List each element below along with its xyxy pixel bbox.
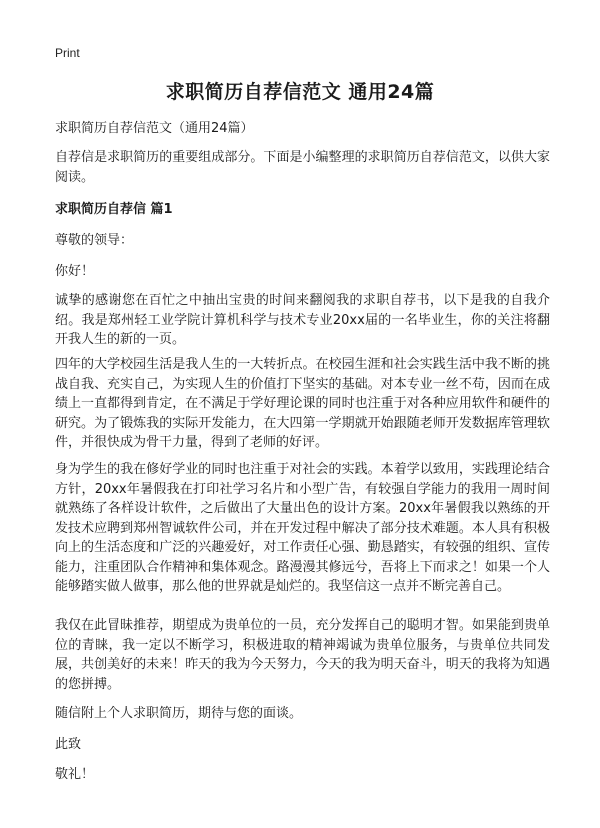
print-link[interactable]: Print [55, 46, 80, 60]
body-paragraph: 四年的大学校园生活是我人生的一大转折点。在校园生涯和社会实践生活中我不断的挑战自我、充实自己，为实现人生的价值打下坚实的基础。对本专业一丝不苟，因而在成绩上一直都得到肯定，在不满足于学好理论课的同时也注重于对各种应用软件和硬件的研究。为了锻炼我的实际开发能力，在大四第一学期就开始跟随老师开发数据库管理软件，并很快成为骨干力量，得到了老师的好评。 [55, 357, 550, 450]
section-heading: 求职简历自荐信 篇1 [55, 202, 173, 217]
body-paragraph: 诚挚的感谢您在百忙之中抽出宝贵的时间来翻阅我的求职自荐书，以下是我的自我介绍。我是郑州轻工业学院计算机科学与技术专业20xx届的一名毕业生，你的关注将翻开我人生的新的一页。 [55, 293, 550, 347]
document-subtitle: 求职简历自荐信范文（通用24篇） [55, 121, 254, 136]
body-paragraph: 身为学生的我在修好学业的同时也注重于对社会的实践。本着学以致用，实践理论结合方针，20xx年暑假我在打印社学习名片和小型广告，有较强自学能力的我用一周时间就熟练了各样设计软件，之后做出了大量出色的设计方案。20xx年暑假我以熟练的开发技术应聘到郑州智诚软件公司，并在开发过程中解决了部分技术难题。本人具有积极向上的生活态度和广泛的兴趣爱好，对工作责任心强、勤恳踏实，有较强的组织、宣传能力，注重团队合作精神和集体观念。路漫漫其修远兮，吾将上下而求之！如果一个人能够踏实做人做事，那么他的世界就是灿烂的。我坚信这一点并不断完善自己。 [55, 462, 550, 594]
intro-paragraph: 自荐信是求职简历的重要组成部分。下面是小编整理的求职简历自荐信范文，以供大家阅读。 [55, 150, 550, 185]
greeting: 你好！ [55, 264, 95, 279]
salutation: 尊敬的领导： [55, 233, 134, 248]
body-paragraph: 我仅在此冒昧推荐，期望成为贵单位的一员，充分发挥自己的聪明才智。如果能到贵单位的青睐，我一定以不断学习，积极进取的精神竭诚为贵单位服务，与贵单位共同发展，共创美好的未来！昨天的我为今天努力，今天的我为明天奋斗，明天的我将为知遇的您拼搏。 [55, 618, 550, 692]
closing-line: 此致 [55, 737, 82, 752]
body-paragraph: 随信附上个人求职简历，期待与您的面谈。 [55, 706, 303, 721]
page-title: 求职简历自荐信范文 通用24篇 [165, 81, 435, 103]
closing-line: 敬礼！ [55, 767, 95, 782]
